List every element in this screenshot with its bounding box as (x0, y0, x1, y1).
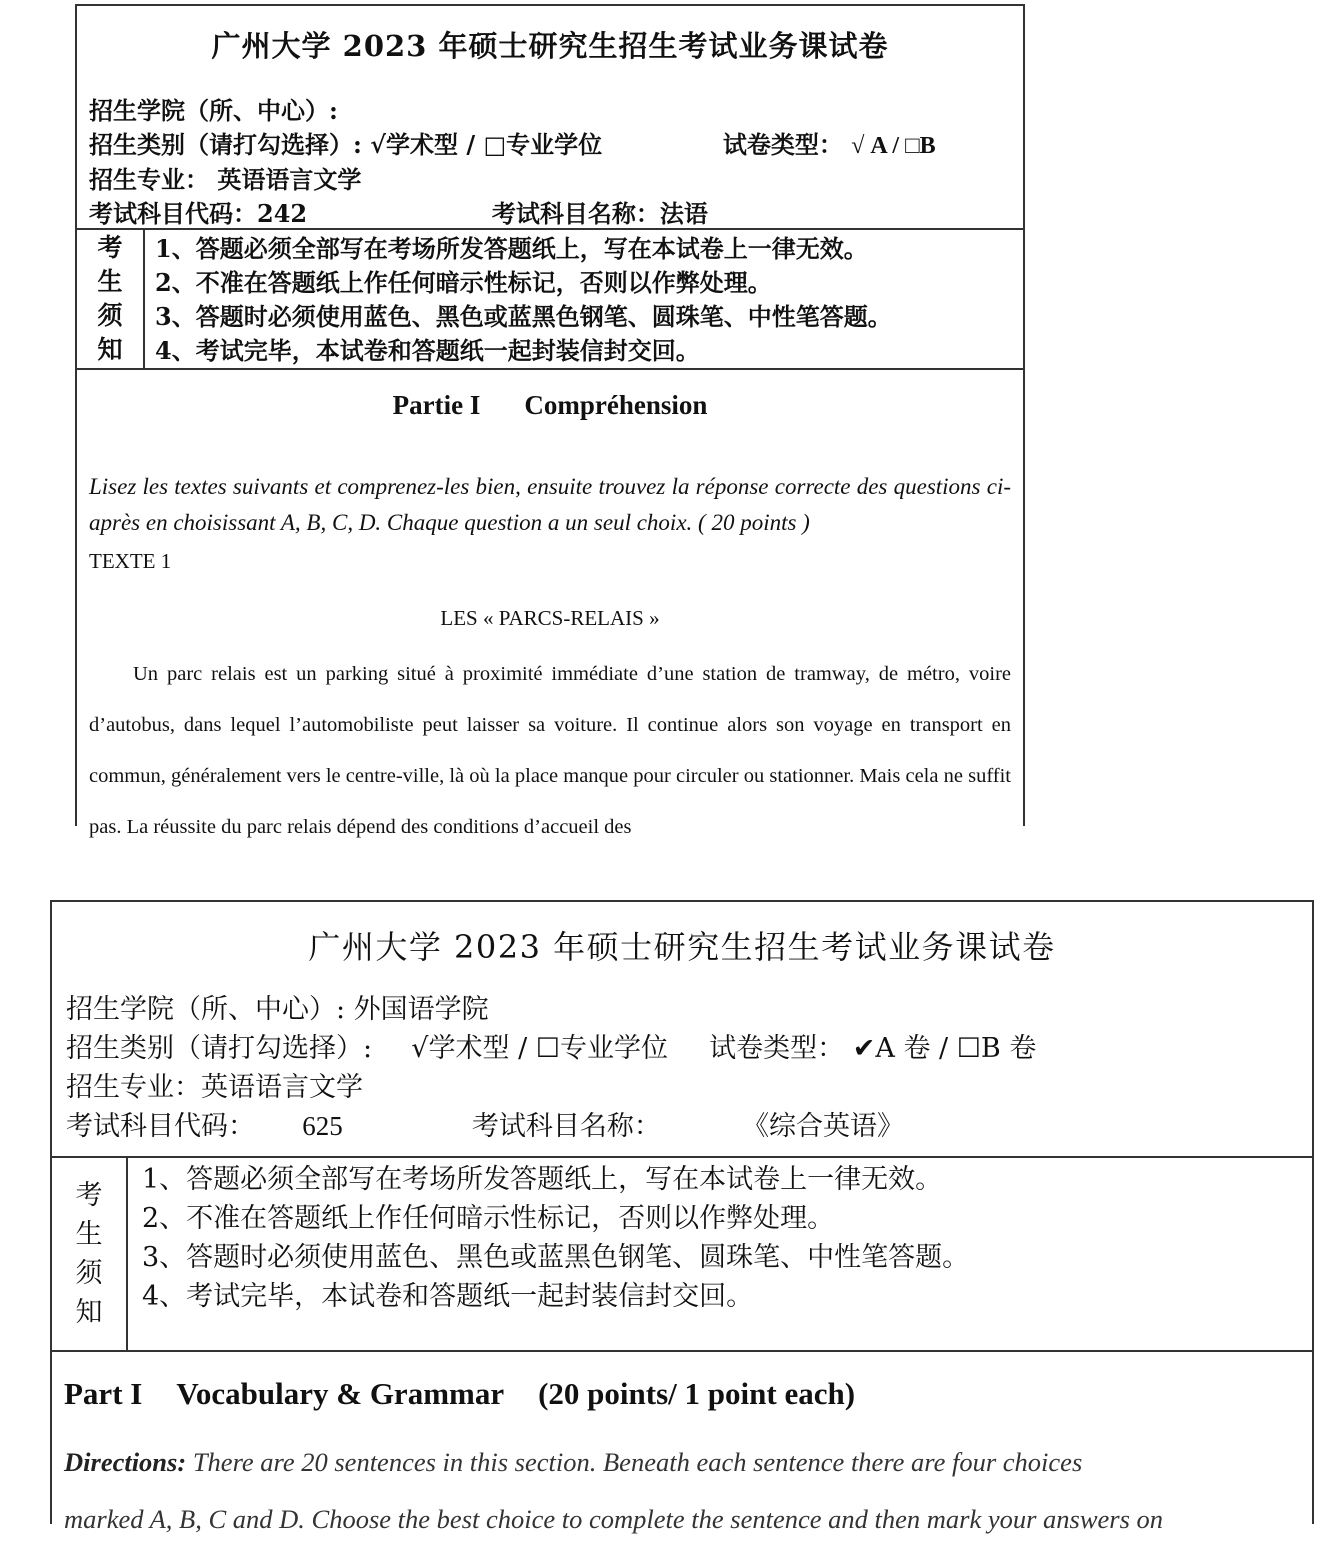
major-line: 招生专业：英语语言文学 (66, 1072, 363, 1103)
subject-code-label: 考试科目代码： (66, 1111, 255, 1142)
exam-info-block (77, 74, 1023, 228)
directions-label: Directions: (64, 1447, 187, 1477)
part-title (89, 390, 1011, 421)
part-name: Compréhension (524, 390, 708, 420)
notice-rule: 2、不准在答题纸上作任何暗示性标记，否则以作弊处理。 (155, 268, 772, 297)
subject-name-value: 《综合英语》 (742, 1111, 905, 1142)
candidate-notice (52, 1156, 1312, 1352)
notice-rule: 2、不准在答题纸上作任何暗示性标记，否则以作弊处理。 (142, 1203, 835, 1234)
instructions: Lisez les textes suivants et comprenez-les bien, ensuite trouvez la réponse correcte des questions ci-après en choisissant A, B, C, D. Chaque question a un seul choix. ( 20 points ) (89, 474, 1011, 535)
subject-line (66, 1107, 1312, 1146)
notice-rule: 3、答题时必须使用蓝色、黑色或蓝黑色钢笔、圆珠笔、中性笔答题。 (155, 302, 892, 331)
major-line: 招生专业： 英语语言文学 (89, 165, 362, 194)
notice-heading (77, 230, 145, 368)
notice-heading-char: 须 (75, 1258, 103, 1289)
exam-body (52, 1376, 1312, 1548)
notice-heading-char: 须 (97, 301, 123, 330)
part-name: Vocabulary & Grammar (176, 1376, 505, 1411)
paper-type-value: √ A / □B (851, 133, 936, 159)
notice-rule: 3、答题时必须使用蓝色、黑色或蓝黑色钢笔、圆珠笔、中性笔答题。 (142, 1242, 970, 1273)
directions-text: There are 20 sentences in this section. Beneath each sentence there are four choices (186, 1447, 1083, 1477)
part-label: Part I (64, 1376, 143, 1411)
exam-body (77, 390, 1023, 853)
paper-type-label: 试卷类型： (722, 130, 843, 159)
notice-heading-char: 知 (97, 335, 123, 364)
subject-code-value: 625 (302, 1111, 343, 1141)
notice-heading-char: 考 (75, 1180, 103, 1211)
directions (64, 1434, 1300, 1548)
subject-name-label: 考试科目名称： (471, 1111, 661, 1142)
category-line (89, 128, 1023, 163)
exam-sheet-english (50, 900, 1314, 1534)
notice-heading (52, 1158, 128, 1350)
exam-title: 广州大学 2023 年硕士研究生招生考试业务课试卷 (308, 928, 1056, 966)
college-line: 招生学院（所、中心）: (89, 96, 338, 125)
texte-label: TEXTE 1 (89, 549, 172, 573)
exam-title: 广州大学 2023 年硕士研究生招生考试业务课试卷 (211, 29, 889, 63)
candidate-notice (77, 228, 1023, 370)
category-label: 招生类别（请打勾选择）: (66, 1033, 373, 1064)
texte-paragraph: Un parc relais est un parking situé à proximité immédiate d’une station de tramway, de métro, voire d’autobus, dans lequel l’automobiliste peut laisser sa voiture. Il continue alors son voyage en transport en commun, généralement vers le centre-ville, là où la place manque pour circuler ou stationner. Mais cela ne suffit pas. La réussite du parc relais dépend des conditions d’accueil des (89, 663, 1011, 838)
subject-line (89, 197, 1023, 231)
college-line: 招生学院（所、中心）: 外国语学院 (66, 994, 489, 1025)
exam-info-block (52, 974, 1312, 1156)
notice-rules (145, 230, 892, 368)
subject-name: 考试科目名称：法语 (491, 199, 708, 228)
paper-type-label: 试卷类型： (709, 1033, 845, 1064)
category-label: 招生类别（请打勾选择）: (89, 130, 362, 159)
part-title (64, 1376, 1300, 1412)
subject-code: 考试科目代码：242 (89, 199, 308, 228)
directions-line: marked A, B, C and D. Choose the best choice to complete the sentence and then mark your answers on (64, 1504, 1164, 1534)
notice-heading-char: 生 (97, 267, 123, 296)
notice-heading-char: 知 (75, 1297, 103, 1328)
category-value: √学术型 / ☐专业学位 (411, 1033, 668, 1064)
notice-heading-char: 考 (97, 233, 123, 262)
category-line (66, 1029, 1312, 1068)
part-label: Partie I (392, 390, 481, 420)
notice-rule: 4、考试完毕，本试卷和答题纸一起封装信封交回。 (142, 1281, 754, 1312)
paper-type-value: ✔A 卷 / ☐B 卷 (852, 1033, 1037, 1064)
texte-title: LES « PARCS-RELAIS » (440, 606, 660, 630)
notice-rules (128, 1158, 969, 1350)
category-value: √学术型 / □专业学位 (370, 130, 603, 159)
part-points: (20 points/ 1 point each) (538, 1376, 856, 1411)
notice-heading-char: 生 (75, 1219, 103, 1250)
directions-line (64, 1434, 1300, 1491)
exam-sheet-french (75, 4, 1025, 838)
notice-rule: 1、答题必须全部写在考场所发答题纸上，写在本试卷上一律无效。 (155, 234, 868, 263)
notice-rule: 4、考试完毕，本试卷和答题纸一起封装信封交回。 (155, 336, 700, 365)
notice-rule: 1、答题必须全部写在考场所发答题纸上，写在本试卷上一律无效。 (142, 1164, 943, 1195)
